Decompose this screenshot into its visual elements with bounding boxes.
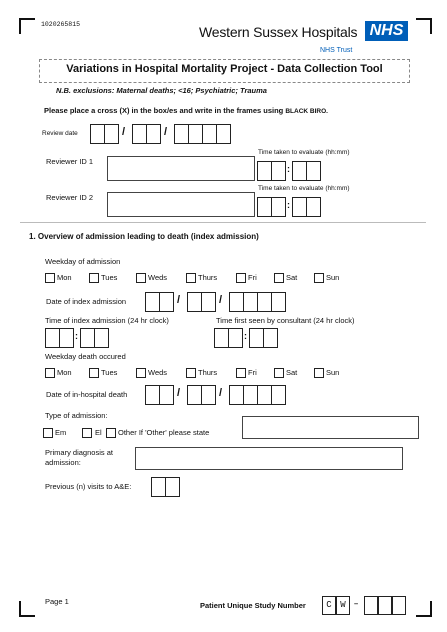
admission-type-label: El	[95, 428, 102, 437]
time-separator: :	[287, 164, 290, 174]
date-separator: /	[177, 387, 181, 399]
weekday-death-sun-checkbox[interactable]	[314, 368, 324, 378]
weekday-label: Sat	[286, 273, 298, 282]
review-date-day-1[interactable]	[90, 124, 105, 144]
time-separator: :	[244, 331, 247, 341]
date-index-year-1[interactable]	[229, 292, 244, 312]
weekday-death-fri-checkbox[interactable]	[236, 368, 246, 378]
date-index-day-2[interactable]	[159, 292, 174, 312]
type-admission-label: Type of admission:	[45, 411, 108, 420]
review-date-year-3[interactable]	[202, 124, 217, 144]
weekday-admission-thurs-checkbox[interactable]	[186, 273, 196, 283]
time-index-hour-2[interactable]	[59, 328, 74, 348]
date-index-year-2[interactable]	[243, 292, 258, 312]
corner-mark-bottom-right	[416, 601, 432, 617]
weekday-death-sat-checkbox[interactable]	[274, 368, 284, 378]
weekday-label: Sun	[326, 273, 340, 282]
weekday-label: Mon	[57, 368, 72, 377]
time-taken-2-hour-1[interactable]	[257, 197, 272, 217]
corner-mark-top-left	[19, 18, 35, 34]
study-number-label: Patient Unique Study Number	[200, 601, 306, 610]
previous-visits-digit-1[interactable]	[151, 477, 166, 497]
organisation-name: Western Sussex Hospitals	[199, 24, 358, 40]
time-consultant-min-2[interactable]	[263, 328, 278, 348]
date-death-year-1[interactable]	[229, 385, 244, 405]
date-index-month-1[interactable]	[187, 292, 202, 312]
date-index-month-2[interactable]	[201, 292, 216, 312]
study-number-digit-1[interactable]	[364, 596, 378, 615]
exclusions-note: N.B. exclusions: Maternal deaths; <16; Psychiatric; Trauma	[56, 86, 267, 95]
time-taken-1-min-2[interactable]	[306, 161, 321, 181]
time-taken-1-hour-1[interactable]	[257, 161, 272, 181]
weekday-label: Weds	[148, 368, 168, 377]
weekday-death-weds-checkbox[interactable]	[136, 368, 146, 378]
weekday-admission-weds-checkbox[interactable]	[136, 273, 146, 283]
time-index-min-1[interactable]	[80, 328, 95, 348]
date-index-year-4[interactable]	[271, 292, 286, 312]
admission-other-checkbox[interactable]	[106, 428, 116, 438]
time-taken-2-min-1[interactable]	[292, 197, 307, 217]
time-separator: :	[287, 200, 290, 210]
page-number: Page 1	[45, 597, 69, 606]
date-index-year-3[interactable]	[257, 292, 272, 312]
admission-em-checkbox[interactable]	[43, 428, 53, 438]
primary-diagnosis-field[interactable]	[135, 447, 403, 470]
time-consultant-hour-1[interactable]	[214, 328, 229, 348]
document-id: 1020265815	[41, 21, 81, 28]
nhs-trust-label: NHS Trust	[320, 47, 353, 54]
admission-el-checkbox[interactable]	[82, 428, 92, 438]
time-taken-1-min-1[interactable]	[292, 161, 307, 181]
time-taken-2-hour-2[interactable]	[271, 197, 286, 217]
date-death-label: Date of in-hospital death	[46, 390, 128, 399]
date-separator: /	[122, 126, 126, 138]
weekday-death-label: Weekday death occured	[45, 352, 126, 361]
review-date-year-4[interactable]	[216, 124, 231, 144]
time-taken-1-hour-2[interactable]	[271, 161, 286, 181]
form-title: Variations in Hospital Mortality Project - Data Collection Tool	[66, 63, 383, 75]
date-death-year-4[interactable]	[271, 385, 286, 405]
previous-visits-digit-2[interactable]	[165, 477, 180, 497]
weekday-admission-sun-checkbox[interactable]	[314, 273, 324, 283]
weekday-admission-sat-checkbox[interactable]	[274, 273, 284, 283]
weekday-admission-fri-checkbox[interactable]	[236, 273, 246, 283]
reviewer-2-label: Reviewer ID 2	[46, 193, 94, 202]
section-1-heading: 1. Overview of admission leading to death (index admission)	[29, 232, 259, 241]
weekday-label: Tues	[101, 273, 118, 282]
review-date-year-1[interactable]	[174, 124, 189, 144]
review-date-day-2[interactable]	[104, 124, 119, 144]
time-taken-1-label: Time taken to evaluate (hh:mm)	[258, 149, 350, 156]
date-death-day-1[interactable]	[145, 385, 160, 405]
instructions: Please place a cross (X) in the box/es and write in the frames using BLACK BIRO.	[44, 106, 328, 115]
admission-type-label: Other If 'Other' please state	[118, 428, 210, 437]
date-separator: /	[164, 126, 168, 138]
previous-visits-label: Previous (n) visits to A&E:	[45, 482, 132, 491]
nhs-logo: NHS	[365, 21, 408, 41]
weekday-admission-mon-checkbox[interactable]	[45, 273, 55, 283]
corner-mark-bottom-left	[19, 601, 35, 617]
study-number-digit-3[interactable]	[392, 596, 406, 615]
weekday-label: Mon	[57, 273, 72, 282]
date-separator: /	[177, 294, 181, 306]
admission-other-field[interactable]	[242, 416, 419, 439]
weekday-label: Fri	[248, 368, 257, 377]
weekday-label: Thurs	[198, 368, 218, 377]
time-consultant-label: Time first seen by consultant (24 hr clock)	[216, 316, 355, 325]
weekday-label: Tues	[101, 368, 118, 377]
weekday-label: Fri	[248, 273, 257, 282]
reviewer-1-field[interactable]	[107, 156, 255, 181]
time-separator: :	[75, 331, 78, 341]
weekday-admission-tues-checkbox[interactable]	[89, 273, 99, 283]
study-number-dash: –	[354, 599, 359, 608]
weekday-label: Sun	[326, 368, 340, 377]
time-taken-2-min-2[interactable]	[306, 197, 321, 217]
date-death-day-2[interactable]	[159, 385, 174, 405]
date-index-label: Date of index admission	[46, 297, 127, 306]
date-death-month-1[interactable]	[187, 385, 202, 405]
time-index-hour-1[interactable]	[45, 328, 60, 348]
date-separator: /	[219, 387, 223, 399]
date-separator: /	[219, 294, 223, 306]
time-index-label: Time of index admission (24 hr clock)	[45, 316, 169, 325]
corner-mark-top-right	[416, 18, 432, 34]
weekday-admission-label: Weekday of admission	[45, 257, 121, 266]
time-taken-2-label: Time taken to evaluate (hh:mm)	[258, 185, 350, 192]
study-number-prefix-1: C	[322, 596, 336, 615]
weekday-death-thurs-checkbox[interactable]	[186, 368, 196, 378]
study-number-prefix-2: W	[336, 596, 350, 615]
review-date-month-2[interactable]	[146, 124, 161, 144]
study-number-digit-2[interactable]	[378, 596, 392, 615]
weekday-label: Weds	[148, 273, 168, 282]
review-date-label: Review date	[42, 130, 78, 137]
time-consultant-hour-2[interactable]	[228, 328, 243, 348]
date-death-year-3[interactable]	[257, 385, 272, 405]
review-date-year-2[interactable]	[188, 124, 203, 144]
weekday-death-tues-checkbox[interactable]	[89, 368, 99, 378]
time-consultant-min-1[interactable]	[249, 328, 264, 348]
admission-type-label: Em	[55, 428, 67, 437]
weekday-label: Sat	[286, 368, 298, 377]
review-date-month-1[interactable]	[132, 124, 147, 144]
date-death-year-2[interactable]	[243, 385, 258, 405]
weekday-death-mon-checkbox[interactable]	[45, 368, 55, 378]
weekday-label: Thurs	[198, 273, 218, 282]
date-index-day-1[interactable]	[145, 292, 160, 312]
section-divider	[20, 222, 426, 223]
date-death-month-2[interactable]	[201, 385, 216, 405]
reviewer-2-field[interactable]	[107, 192, 255, 217]
time-index-min-2[interactable]	[94, 328, 109, 348]
primary-diagnosis-label: Primary diagnosis at admission:	[45, 448, 113, 467]
reviewer-1-label: Reviewer ID 1	[46, 157, 94, 166]
